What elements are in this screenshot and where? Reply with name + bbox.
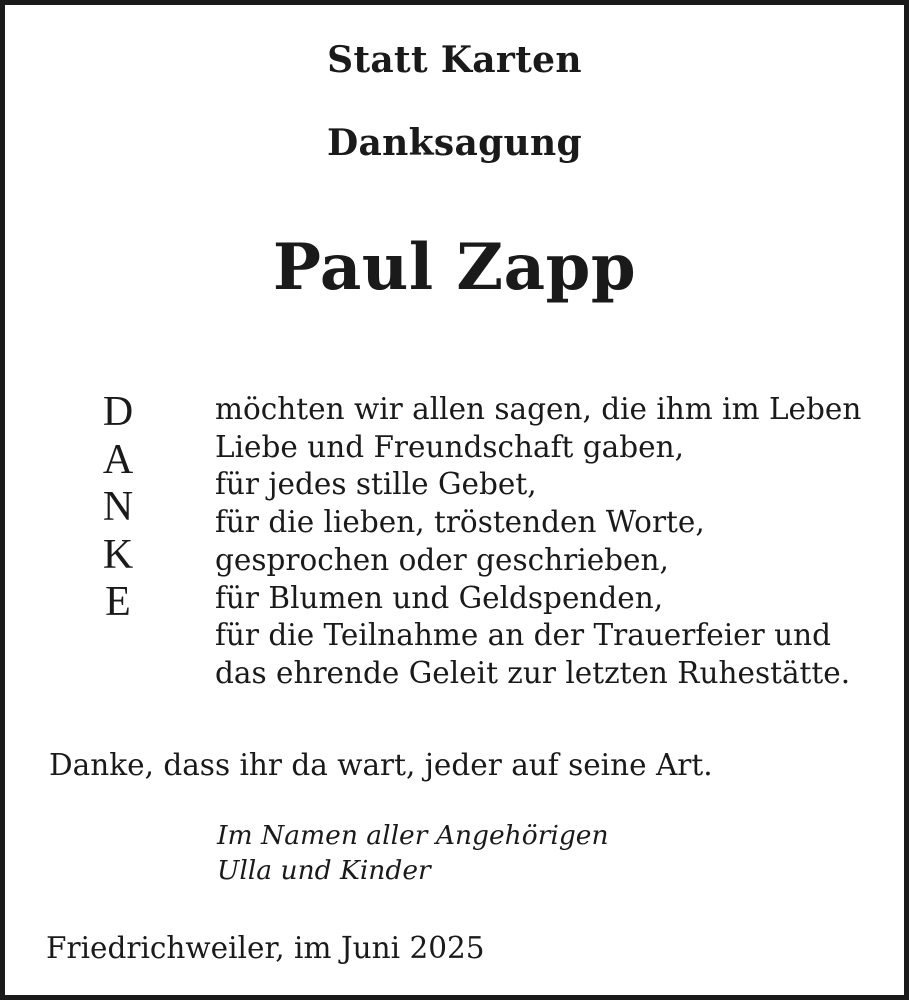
closing-line: Danke, dass ihr da wart, jeder auf seine Art. [49, 748, 713, 782]
thanks-line: für Blumen und Geldspenden, [215, 580, 664, 615]
acrostic-letter: E [105, 579, 131, 626]
danke-acrostic [93, 389, 143, 627]
acrostic-letter: K [102, 531, 134, 578]
thanks-line: Liebe und Freundschaft gaben, [215, 429, 684, 464]
thanks-text [215, 391, 861, 693]
signature-line-1: Im Namen aller Angehörigen [217, 820, 609, 851]
thanks-line: für die lieben, tröstenden Worte, [215, 505, 705, 540]
header-statt-karten: Statt Karten [327, 39, 582, 81]
acrostic-letter: N [102, 484, 134, 531]
thanks-line: für die Teilnahme an der Trauerfeier und [215, 618, 831, 653]
acrostic-letter: D [102, 389, 134, 435]
place-date: Friedrichweiler, im Juni 2025 [46, 931, 485, 965]
thanks-line: für jedes stille Gebet, [215, 467, 537, 502]
signature-line-2: Ulla und Kinder [217, 855, 431, 886]
acrostic-letter: A [102, 436, 134, 483]
deceased-name: Paul Zapp [272, 230, 637, 305]
header-danksagung: Danksagung [327, 122, 582, 164]
thanks-line: das ehrende Geleit zur letzten Ruhestätte. [215, 655, 851, 690]
thanks-line: möchten wir allen sagen, die ihm im Leben [215, 392, 862, 426]
thanks-line: gesprochen oder geschrieben, [215, 542, 669, 577]
